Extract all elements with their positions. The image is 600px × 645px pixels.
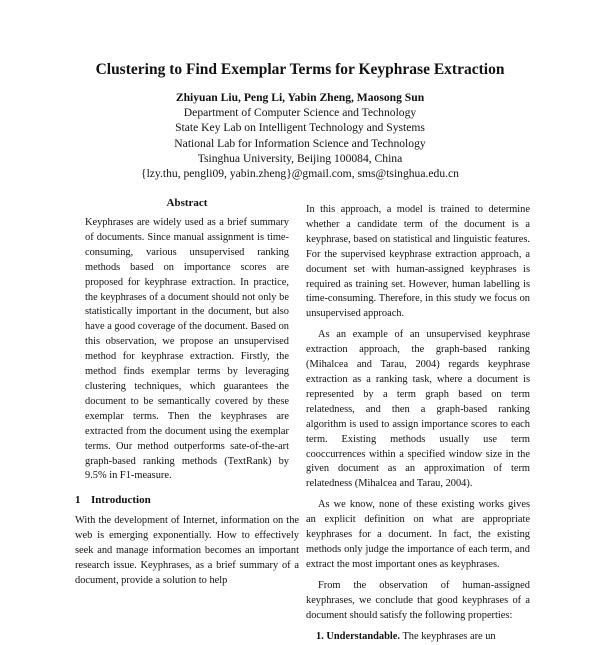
body-paragraph: As an example of an unsupervised keyphrase extraction approach, the graph-based ranking (Mihalcea and Tarau, 2004) regards keyphrase extraction as a ranking task, where a document is represented by a term graph based on term relatedness, and then a graph-based ranking algorithm is used to assign importance scores to each term. Existing methods usually use term cooccurrences within a specified window size in the given document as an approximation of term relatedness (Mihalcea and Tarau, 2004). [306,329,530,490]
introduction-paragraph: With the development of Internet, information on the web is emerging exponentially. How to effectively seek and manage information becomes an important research issue. Keyphrases, as a brief summary of a document, provide a solution to help [75,515,299,586]
abstract-text: Keyphrases are widely used as a brief summary of documents. Since manual assignment is time-consuming, various unsupervised ranking methods based on importance scores are proposed for keyphrase extraction. In practice, the keyphrases of a document should not only be statistically important in the document, but also have a good coverage of the document. Based on this observation, we propose an unsupervised method for keyphrase extraction. Firstly, the method finds exemplar terms by leveraging clustering techniques, which guarantees the document to be semantically covered by these exemplar terms. Then the keyphrases are extracted from the document using the exemplar terms. Our method outperforms sate-of-the-art graph-based ranking methods (TextRank) by 9.5% in F1-measure. [85,217,289,482]
author-block [0,90,600,181]
right-column [306,203,530,645]
affiliation-line: Tsinghua University, Beijing 100084, China [197,151,403,165]
body-paragraph: As we know, none of these existing works gives an explicit definition on what are appropriate keyphrases for a document. In fact, the existing methods only judge the importance of each term, and extract the most important ones as keyphrases. [306,499,530,570]
body-paragraph: From the observation of human-assigned keyphrases, we conclude that good keyphrases of a document should satisfy the following properties: [306,579,530,621]
abstract-heading: Abstract [166,197,208,209]
author-emails: {lzy.thu, pengli09, yabin.zheng}@gmail.com, sms@tsinghua.edu.cn [141,167,459,181]
paper-title: Clustering to Find Exemplar Terms for Keyphrase Extraction [95,61,505,78]
property-list-item [306,630,530,645]
section-number: 1 [75,494,81,507]
section-title: Introduction [91,494,151,507]
affiliation-line: State Key Lab on Intelligent Technology and Systems [175,121,425,135]
author-names: Zhiyuan Liu, Peng Li, Yabin Zheng, Maosong Sun [175,91,425,104]
list-item-label: 1. Understandable. [316,631,401,643]
affiliation-line: Department of Computer Science and Technology [183,106,417,120]
section-heading-introduction [75,493,299,507]
left-column [75,196,299,589]
affiliation-line: National Lab for Information Science and Technology [174,136,426,150]
list-item-text: The keyphrases are un [402,631,496,643]
body-paragraph: In this approach, a model is trained to determine whether a candidate term of the document is a keyphrase, based on statistical and linguistic features. For the supervised keyphrase extraction approach, a document set with human-assigned keyphrases is required as training set. However, human labelling is time-consuming. Therefore, in this study we focus on unsupervised approach. [306,204,530,320]
